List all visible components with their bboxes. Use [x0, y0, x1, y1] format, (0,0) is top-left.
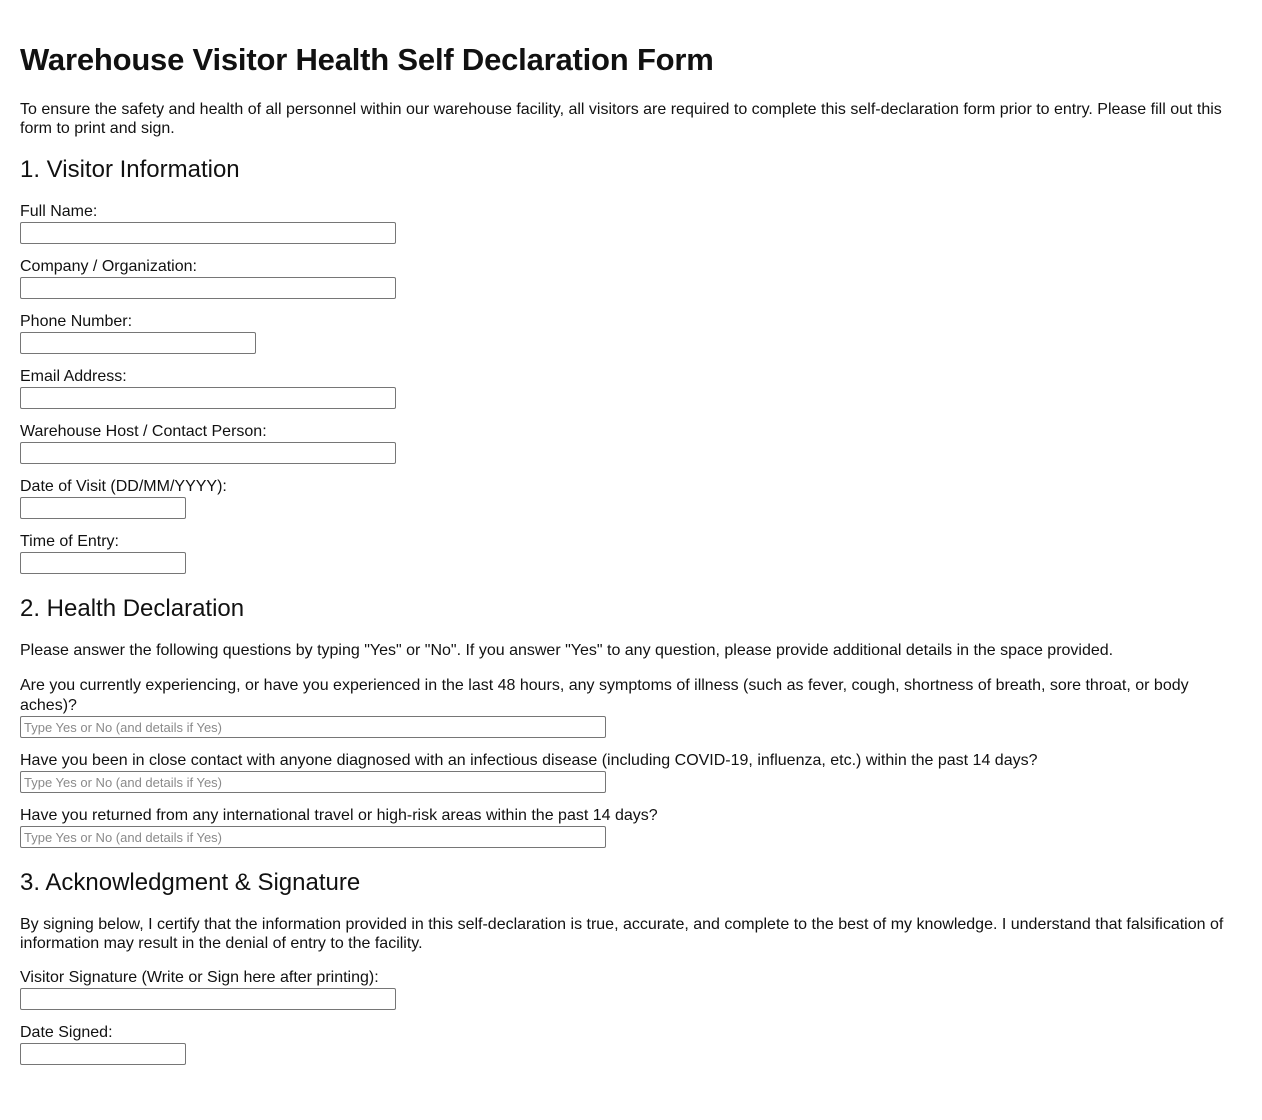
section-heading-visitor-info: 1. Visitor Information	[20, 156, 240, 183]
acknowledgment-statement: By signing below, I certify that the information provided in this self-declaration is true, accurate, and complete to the best of my knowledge. I understand that falsification of information may result in the denial of entry to the facility.	[20, 916, 1224, 952]
company-input[interactable]	[20, 277, 396, 299]
visit-date-label: Date of Visit (DD/MM/YYYY):	[20, 478, 227, 495]
signature-field	[20, 968, 1242, 1010]
health-question-label: Have you been in close contact with anyone diagnosed with an infectious disease (including COVID-19, influenza, etc.) within the past 14 days?	[20, 752, 1038, 769]
health-question-travel	[20, 806, 1242, 848]
health-question-symptoms	[20, 676, 1242, 738]
form-intro: To ensure the safety and health of all personnel within our warehouse facility, all visitors are required to complete this self-declaration form prior to entry. Please fill out this form to print and sign.	[20, 101, 1222, 137]
health-answer-input[interactable]	[20, 716, 606, 738]
health-question-label: Are you currently experiencing, or have you experienced in the last 48 hours, any symptoms of illness (such as fever, cough, shortness of breath, sore throat, or body aches)?	[20, 677, 1189, 714]
signature-label: Visitor Signature (Write or Sign here after printing):	[20, 969, 379, 986]
health-answer-input[interactable]	[20, 771, 606, 793]
health-question-label: Have you returned from any international travel or high-risk areas within the past 14 days?	[20, 807, 658, 824]
host-field	[20, 422, 1242, 464]
visit-date-field	[20, 477, 1242, 519]
signature-input[interactable]	[20, 988, 396, 1010]
email-field	[20, 367, 1242, 409]
email-input[interactable]	[20, 387, 396, 409]
health-answer-input[interactable]	[20, 826, 606, 848]
visit-date-input[interactable]	[20, 497, 186, 519]
health-question-contact	[20, 751, 1242, 793]
section-heading-acknowledgment: 3. Acknowledgment & Signature	[20, 869, 361, 896]
entry-time-field	[20, 532, 1242, 574]
full-name-field	[20, 202, 1242, 244]
date-signed-input[interactable]	[20, 1043, 186, 1065]
full-name-input[interactable]	[20, 222, 396, 244]
company-field	[20, 257, 1242, 299]
email-label: Email Address:	[20, 368, 127, 385]
phone-field	[20, 312, 1242, 354]
full-name-label: Full Name:	[20, 203, 98, 220]
company-label: Company / Organization:	[20, 258, 197, 275]
phone-input[interactable]	[20, 332, 256, 354]
section-heading-health: 2. Health Declaration	[20, 595, 245, 622]
page-title: Warehouse Visitor Health Self Declaration Form	[20, 42, 714, 77]
health-instructions: Please answer the following questions by typing "Yes" or "No". If you answer "Yes" to any question, please provide additional details in the space provided.	[20, 642, 1114, 659]
host-input[interactable]	[20, 442, 396, 464]
host-label: Warehouse Host / Contact Person:	[20, 423, 267, 440]
entry-time-input[interactable]	[20, 552, 186, 574]
date-signed-field	[20, 1023, 1242, 1065]
entry-time-label: Time of Entry:	[20, 533, 119, 550]
date-signed-label: Date Signed:	[20, 1024, 113, 1041]
phone-label: Phone Number:	[20, 313, 133, 330]
